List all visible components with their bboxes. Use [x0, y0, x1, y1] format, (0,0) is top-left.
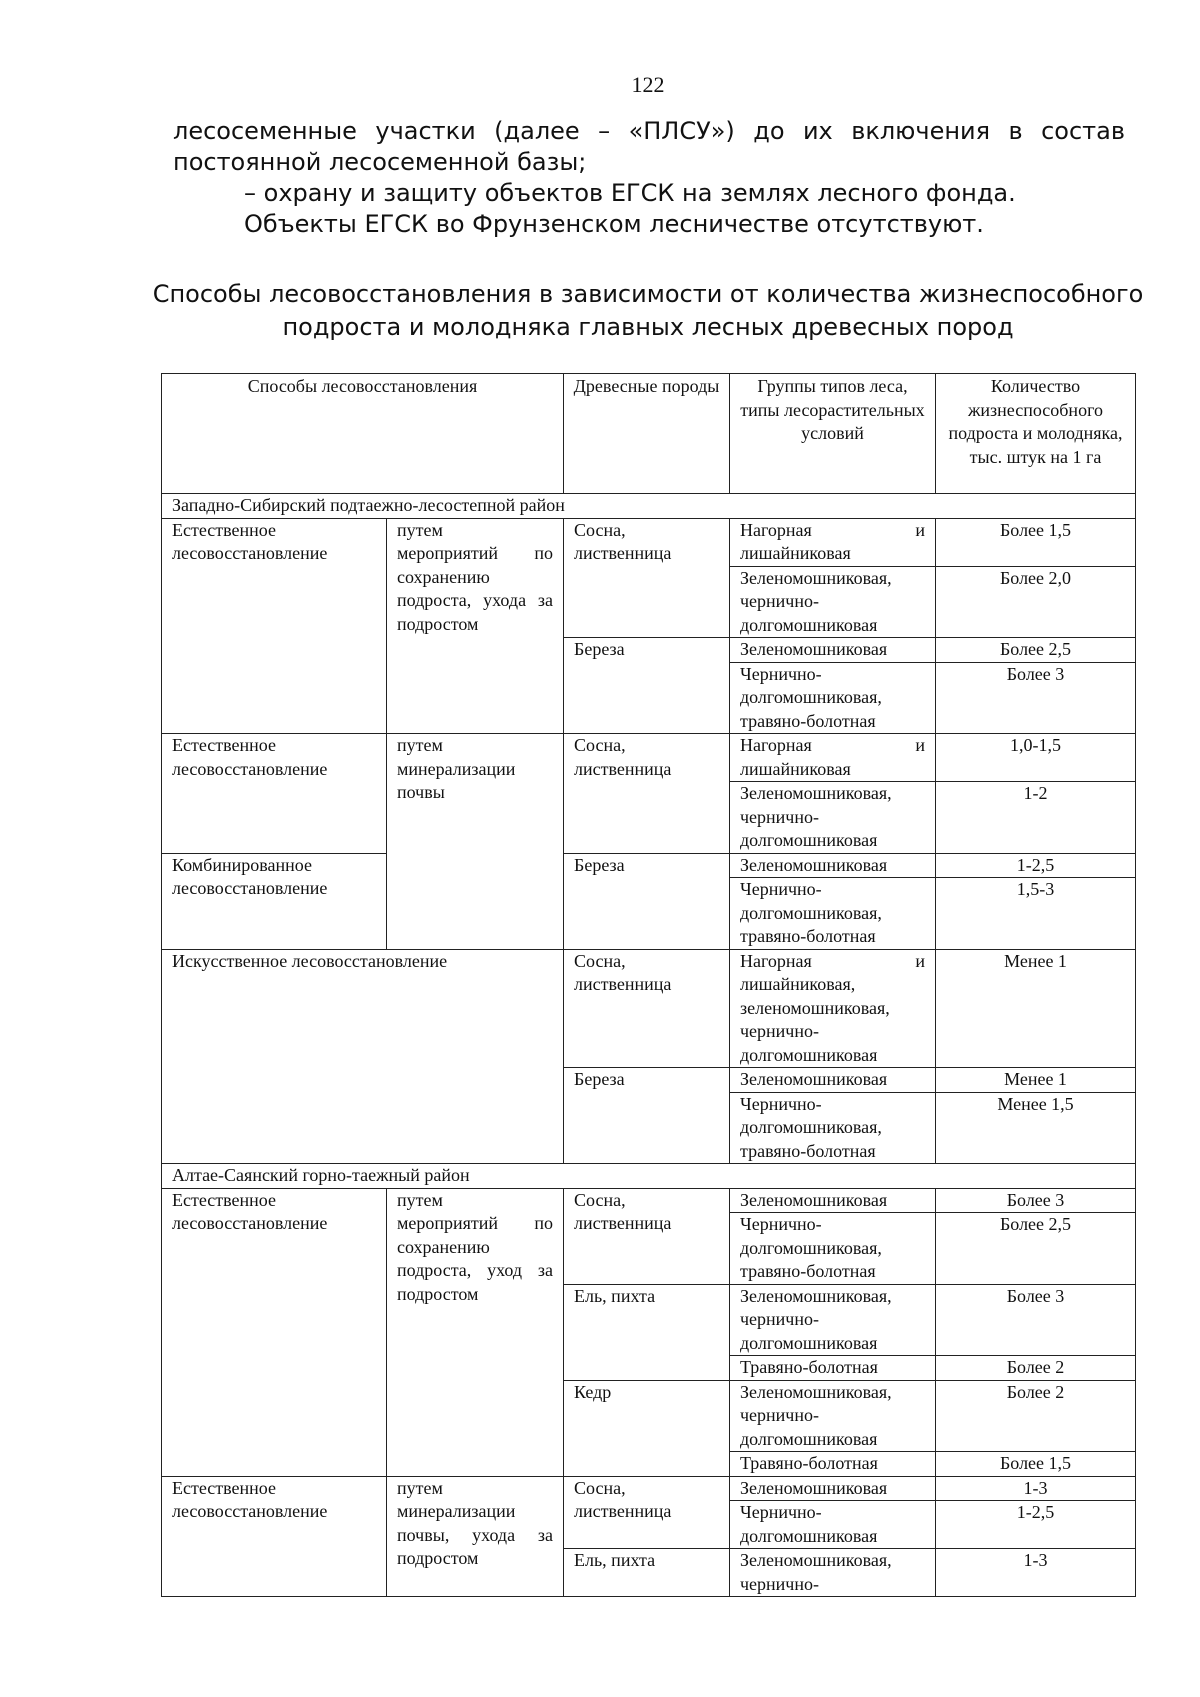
species-cell: Кедр [564, 1380, 730, 1476]
word: за [537, 590, 553, 610]
intro-paragraph-line1 [173, 116, 1125, 147]
word: подростом [397, 613, 479, 634]
word: подростом [397, 1283, 479, 1304]
forest-type-cell: Зеленомошниковая [730, 1476, 936, 1501]
quantity-cell: Менее 1 [936, 1068, 1136, 1093]
word: «ПЛСУ») [628, 117, 735, 145]
word: в [1008, 117, 1023, 145]
quantity-cell: 1,0-1,5 [936, 734, 1136, 782]
table-heading [150, 278, 1146, 344]
word: мероприятий [397, 1213, 499, 1233]
word: участки [375, 117, 476, 145]
word: путем [397, 519, 443, 540]
header-quantity: Количество жизнеспособного подроста и молодняка, тыс. штук на 1 га [936, 374, 1136, 494]
method-cell: Естественное лесовосстановление [162, 1188, 387, 1476]
quantity-cell: Менее 1 [936, 949, 1136, 1068]
forest-type-cell: Зеленомошниковая, чернично-долгомошниковая [730, 566, 936, 638]
forest-type-cell: Чернично-долгомошниковая [730, 1501, 936, 1549]
technique-cell [387, 1476, 564, 1597]
word: лесосеменные [173, 117, 357, 145]
forest-type-cell: Зеленомошниковая [730, 853, 936, 878]
heading-line1: Способы лесовосстановления в зависимости от количества жизнеспособного [152, 280, 1144, 308]
species-cell: Береза [564, 853, 730, 949]
quantity-cell: Более 2 [936, 1356, 1136, 1381]
species-cell: Сосна, лиственница [564, 1188, 730, 1284]
intro-paragraph-line2: постоянной лесосеменной базы; [173, 148, 587, 176]
word: за [537, 1260, 553, 1280]
table-row [162, 734, 1136, 782]
species-cell: Сосна, лиственница [564, 949, 730, 1068]
word: их [802, 117, 833, 145]
forest-type-cell: Чернично-долгомошниковая, травяно-болотная [730, 878, 936, 950]
method-cell: Искусственное лесовосстановление [162, 949, 564, 1164]
page-number: 122 [631, 72, 665, 97]
species-cell: Береза [564, 1068, 730, 1164]
intro-text [173, 116, 1125, 240]
header-species: Древесные породы [564, 374, 730, 494]
word: минерализации [397, 1501, 516, 1521]
quantity-cell: 1-3 [936, 1476, 1136, 1501]
quantity-cell: 1-2,5 [936, 1501, 1136, 1549]
table-row [162, 1476, 1136, 1501]
forest-type-cell: Нагорная и лишайниковая, зеленомошниковая, чернично-долгомошниковая [730, 949, 936, 1068]
species-cell: Сосна, лиственница [564, 1476, 730, 1549]
heading-line2: подроста и молодняка главных лесных древесных пород [282, 313, 1014, 341]
region-row [162, 494, 1136, 519]
quantity-cell: Более 2,0 [936, 566, 1136, 638]
word: путем [397, 1477, 443, 1498]
method-cell: Естественное лесовосстановление [162, 518, 387, 734]
forest-type-cell: Зеленомошниковая [730, 638, 936, 663]
species-cell: Ель, пихта [564, 1284, 730, 1380]
forest-type-cell: Нагорная и лишайниковая [730, 518, 936, 566]
word: мероприятий [397, 543, 499, 563]
intro-bullet: – охрану и защиту объектов ЕГСК на землях лесного фонда. [244, 179, 1016, 207]
quantity-cell: Более 2,5 [936, 638, 1136, 663]
table-row [162, 949, 1136, 1068]
header-forest-types: Группы типов леса, типы лесорастительных условий [730, 374, 936, 494]
forest-type-cell: Травяно-болотная [730, 1356, 936, 1381]
forest-type-cell: Травяно-болотная [730, 1452, 936, 1477]
species-cell: Ель, пихта [564, 1549, 730, 1597]
forest-type-cell: Чернично-долгомошниковая, травяно-болотная [730, 662, 936, 734]
table-row [162, 853, 1136, 878]
forest-type-cell: Зеленомошниковая, чернично-долгомошниковая [730, 782, 936, 854]
header-methods: Способы лесовосстановления [162, 374, 564, 494]
forest-type-cell: Зеленомошниковая [730, 1188, 936, 1213]
forest-type-cell: Чернично-долгомошниковая, травяно-болотная [730, 1092, 936, 1164]
quantity-cell: Более 3 [936, 1284, 1136, 1356]
quantity-cell: Более 3 [936, 1188, 1136, 1213]
species-cell: Сосна, лиственница [564, 734, 730, 854]
quantity-cell: Менее 1,5 [936, 1092, 1136, 1164]
intro-note: Объекты ЕГСК во Фрунзенском лесничестве отсутствуют. [244, 210, 984, 238]
word: ухода [472, 1524, 516, 1545]
word: состав [1041, 117, 1125, 145]
reforestation-table [161, 373, 1136, 1597]
method-cell: Комбинированное лесовосстановление [162, 853, 387, 949]
species-cell: Береза [564, 638, 730, 734]
table-row [162, 518, 1136, 566]
forest-type-cell: Зеленомошниковая, чернично-долгомошниковая [730, 1380, 936, 1452]
word: подроста, [397, 1260, 472, 1280]
word: путем [397, 1189, 443, 1210]
method-cell: Естественное лесовосстановление [162, 734, 387, 854]
quantity-cell: 1,5-3 [936, 878, 1136, 950]
forest-type-cell: Зеленомошниковая, чернично-долгомошниковая [730, 1284, 936, 1356]
word: сохранению [397, 566, 490, 587]
word: сохранению [397, 1236, 490, 1257]
region-1-name: Западно-Сибирский подтаежно-лесостепной район [162, 494, 1136, 519]
word: ухода [483, 590, 527, 610]
quantity-cell: Более 1,5 [936, 518, 1136, 566]
table-row [162, 1188, 1136, 1213]
technique-cell [387, 1188, 564, 1476]
word: – [598, 117, 611, 145]
quantity-cell: Более 1,5 [936, 1452, 1136, 1477]
forest-type-cell: Зеленомошниковая [730, 1068, 936, 1093]
quantity-cell: 1-3 [936, 1549, 1136, 1597]
forest-type-cell: Чернично-долгомошниковая, травяно-болотная [730, 1213, 936, 1285]
technique-cell [387, 518, 564, 734]
method-cell: Естественное лесовосстановление [162, 1476, 387, 1597]
word: подростом [397, 1548, 479, 1568]
quantity-cell: 1-2,5 [936, 853, 1136, 878]
quantity-cell: Более 2 [936, 1380, 1136, 1452]
forest-type-cell: Нагорная и лишайниковая [730, 734, 936, 782]
quantity-cell: 1-2 [936, 782, 1136, 854]
word: по [534, 543, 553, 563]
word: до [753, 117, 785, 145]
region-row [162, 1164, 1136, 1189]
region-2-name: Алтае-Саянский горно-таежный район [162, 1164, 1136, 1189]
word: почвы, [397, 1524, 450, 1545]
technique-cell: путем минерализации почвы [387, 734, 564, 950]
forest-type-cell: Зеленомошниковая, чернично- [730, 1549, 936, 1597]
word: (далее [494, 117, 580, 145]
species-cell: Сосна, лиственница [564, 518, 730, 638]
word: по [534, 1213, 553, 1233]
word: уход [487, 1260, 523, 1280]
quantity-cell: Более 3 [936, 662, 1136, 734]
word: включения [851, 117, 991, 145]
table-header-row [162, 374, 1136, 494]
word: подроста, [397, 590, 472, 610]
word: за [537, 1524, 553, 1545]
quantity-cell: Более 2,5 [936, 1213, 1136, 1285]
